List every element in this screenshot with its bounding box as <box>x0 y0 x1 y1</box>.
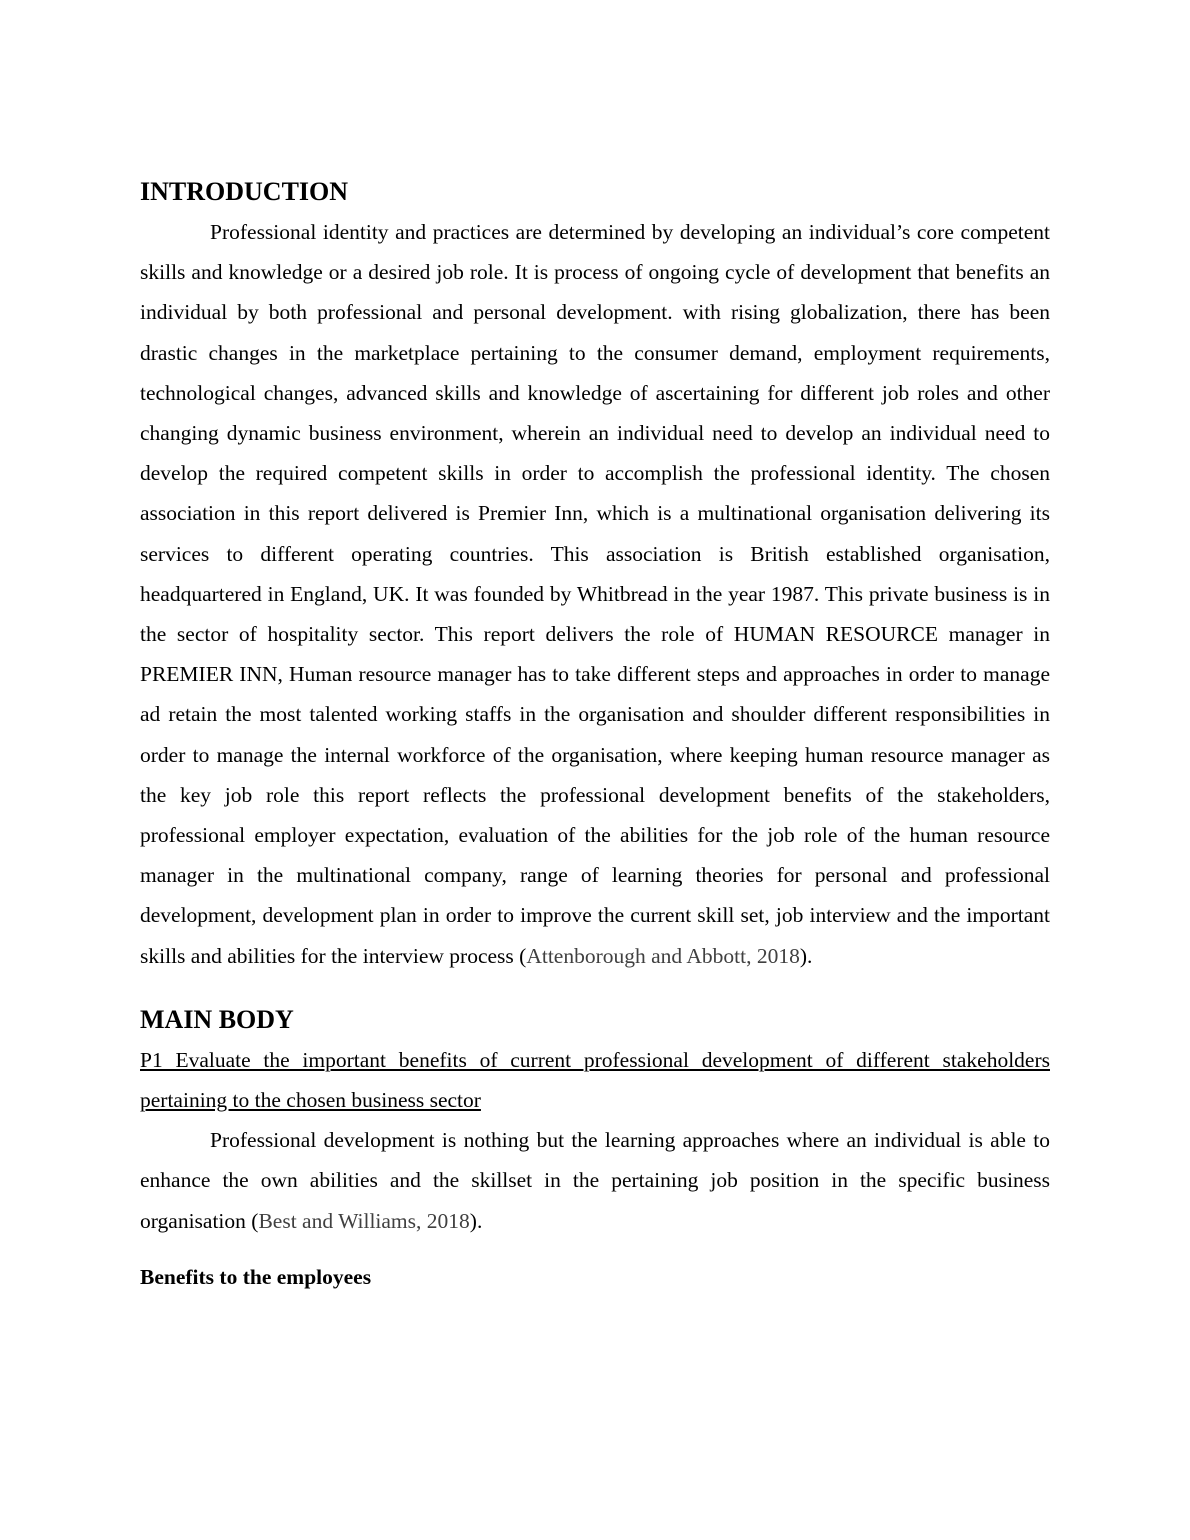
introduction-paragraph <box>140 212 1050 976</box>
document-page <box>140 172 1050 1297</box>
main-body-closing: ). <box>469 1208 483 1233</box>
introduction-closing: ). <box>799 943 813 968</box>
introduction-text: Professional identity and practices are determined by developing an individual’s core competent skills and knowledge or a desired job role. It is process of ongoing cycle of development that benefits an individual by both professional and personal development. with rising globalization, there has been drastic changes in the marketplace pertaining to the consumer demand, employment requirements, technological changes, advanced skills and knowledge of ascertaining for different job roles and other changing dynamic business environment, wherein an individual need to develop an individual need to develop the required competent skills in order to accomplish the professional identity. The chosen association in this report delivered is Premier Inn, which is a multinational organisation delivering its services to different operating countries. This association is British established organisation, headquartered in England, UK. It was founded by Whitbread in the year 1987. This private business is in the sector of hospitality sector. This report delivers the role of HUMAN RESOURCE manager in PREMIER INN, Human resource manager has to take different steps and approaches in order to manage ad retain the most talented working staffs in the organisation and shoulder different responsibilities in order to manage the internal workforce of the organisation, where keeping human resource manager as the key job role this report reflects the professional development benefits of the stakeholders, professional employer expectation, evaluation of the abilities for the job role of the human resource manager in the multinational company, range of learning theories for personal and professional development, development plan in order to improve the current skill set, job interview and the important skills and abilities for the interview process ( <box>140 220 1050 968</box>
main-body-citation: Best and Williams, 2018 <box>258 1208 470 1233</box>
introduction-citation: Attenborough and Abbott, 2018 <box>526 943 800 968</box>
main-body-text: Professional development is nothing but the learning approaches where an individual is able to enhance the own abilities and the skillset in the pertaining job position in the specific business organisation ( <box>140 1128 1050 1233</box>
introduction-heading: INTRODUCTION <box>140 177 349 206</box>
p1-subheading: P1 Evaluate the important benefits of current professional development of different stakeholders pertaining to the chosen business sector <box>140 1047 1050 1113</box>
main-body-paragraph <box>140 1120 1050 1241</box>
main-body-heading: MAIN BODY <box>140 1004 294 1034</box>
benefits-employees-heading: Benefits to the employees <box>140 1264 372 1289</box>
